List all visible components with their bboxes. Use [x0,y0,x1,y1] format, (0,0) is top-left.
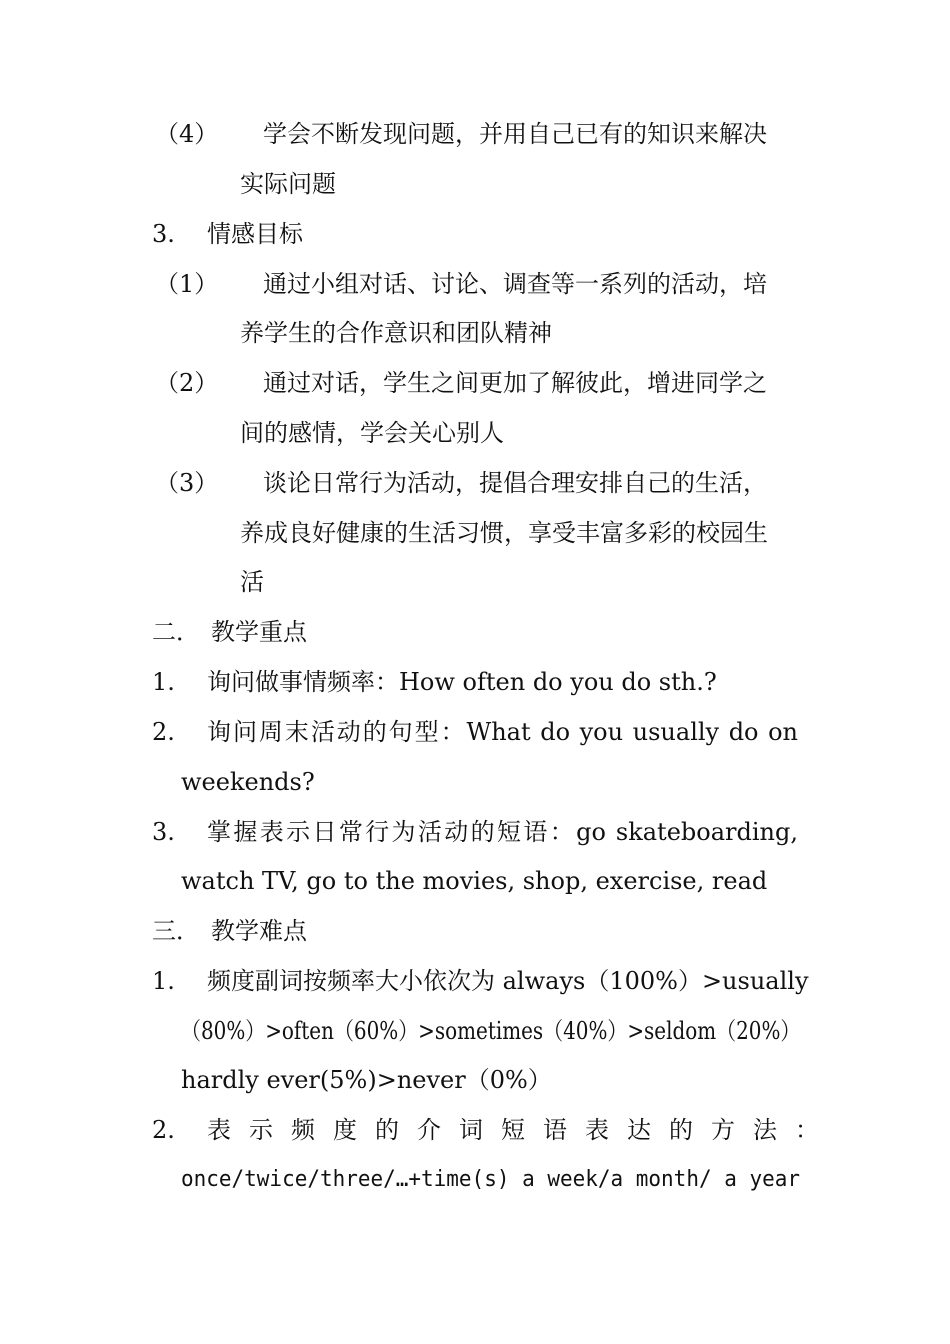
list-item-text: 活 [240,568,264,596]
section-number: 3. [152,220,175,248]
list-item-text: once/twice/three/…+time(s) a week/a month/ a year [181,1167,801,1192]
list-item-text: 养成良好健康的生活习惯，享受丰富多彩的校园生 [240,519,768,547]
section-heading: 教学重点 [211,618,307,646]
section-number: 3. [152,818,175,846]
section-number: 三． [152,917,200,945]
section-number: 二． [152,618,200,646]
list-marker: （4） [155,120,219,148]
list-item-text: 询问做事情频率：How often do you do sth.? [207,668,717,696]
list-item-text: 通过对话，学生之间更加了解彼此，增进同学之 [263,369,767,397]
list-marker: （2） [155,369,219,397]
list-item-text: 通过小组对话、讨论、调查等一系列的活动，培 [263,270,767,298]
list-item-text: watch TV, go to the movies, shop, exercise, read [181,867,768,895]
list-item-text: 谈论日常行为活动，提倡合理安排自己的生活， [263,469,767,497]
list-item-text: 掌握表示日常行为活动的短语：go skateboarding, [207,818,798,846]
list-item-text: 养学生的合作意识和团队精神 [240,319,552,347]
section-number: 2. [152,1116,175,1144]
list-item-text: hardly ever(5%)>never（0%） [181,1066,552,1094]
list-item-text: 学会不断发现问题，并用自己已有的知识来解决 [263,120,767,148]
section-heading: 情感目标 [207,220,303,248]
list-item-text: 实际问题 [240,170,336,198]
list-item-text: 表示频度的介词短语表达的方法： [207,1116,837,1144]
list-marker: （1） [155,270,219,298]
section-number: 1. [152,967,175,995]
list-marker: （3） [155,469,219,497]
list-item-text: 询问周末活动的句型：What do you usually do on [207,718,798,746]
list-item-text: （80%）>often（60%）>sometimes（40%）>seldom（20%） [181,1017,801,1045]
list-item-text: 频度副词按频率大小依次为 always（100%）>usually [207,967,809,995]
section-number: 1. [152,668,175,696]
list-item-text: 间的感情，学会关心别人 [240,419,504,447]
list-item-text: weekends? [181,768,315,796]
section-number: 2. [152,718,175,746]
section-heading: 教学难点 [211,917,307,945]
